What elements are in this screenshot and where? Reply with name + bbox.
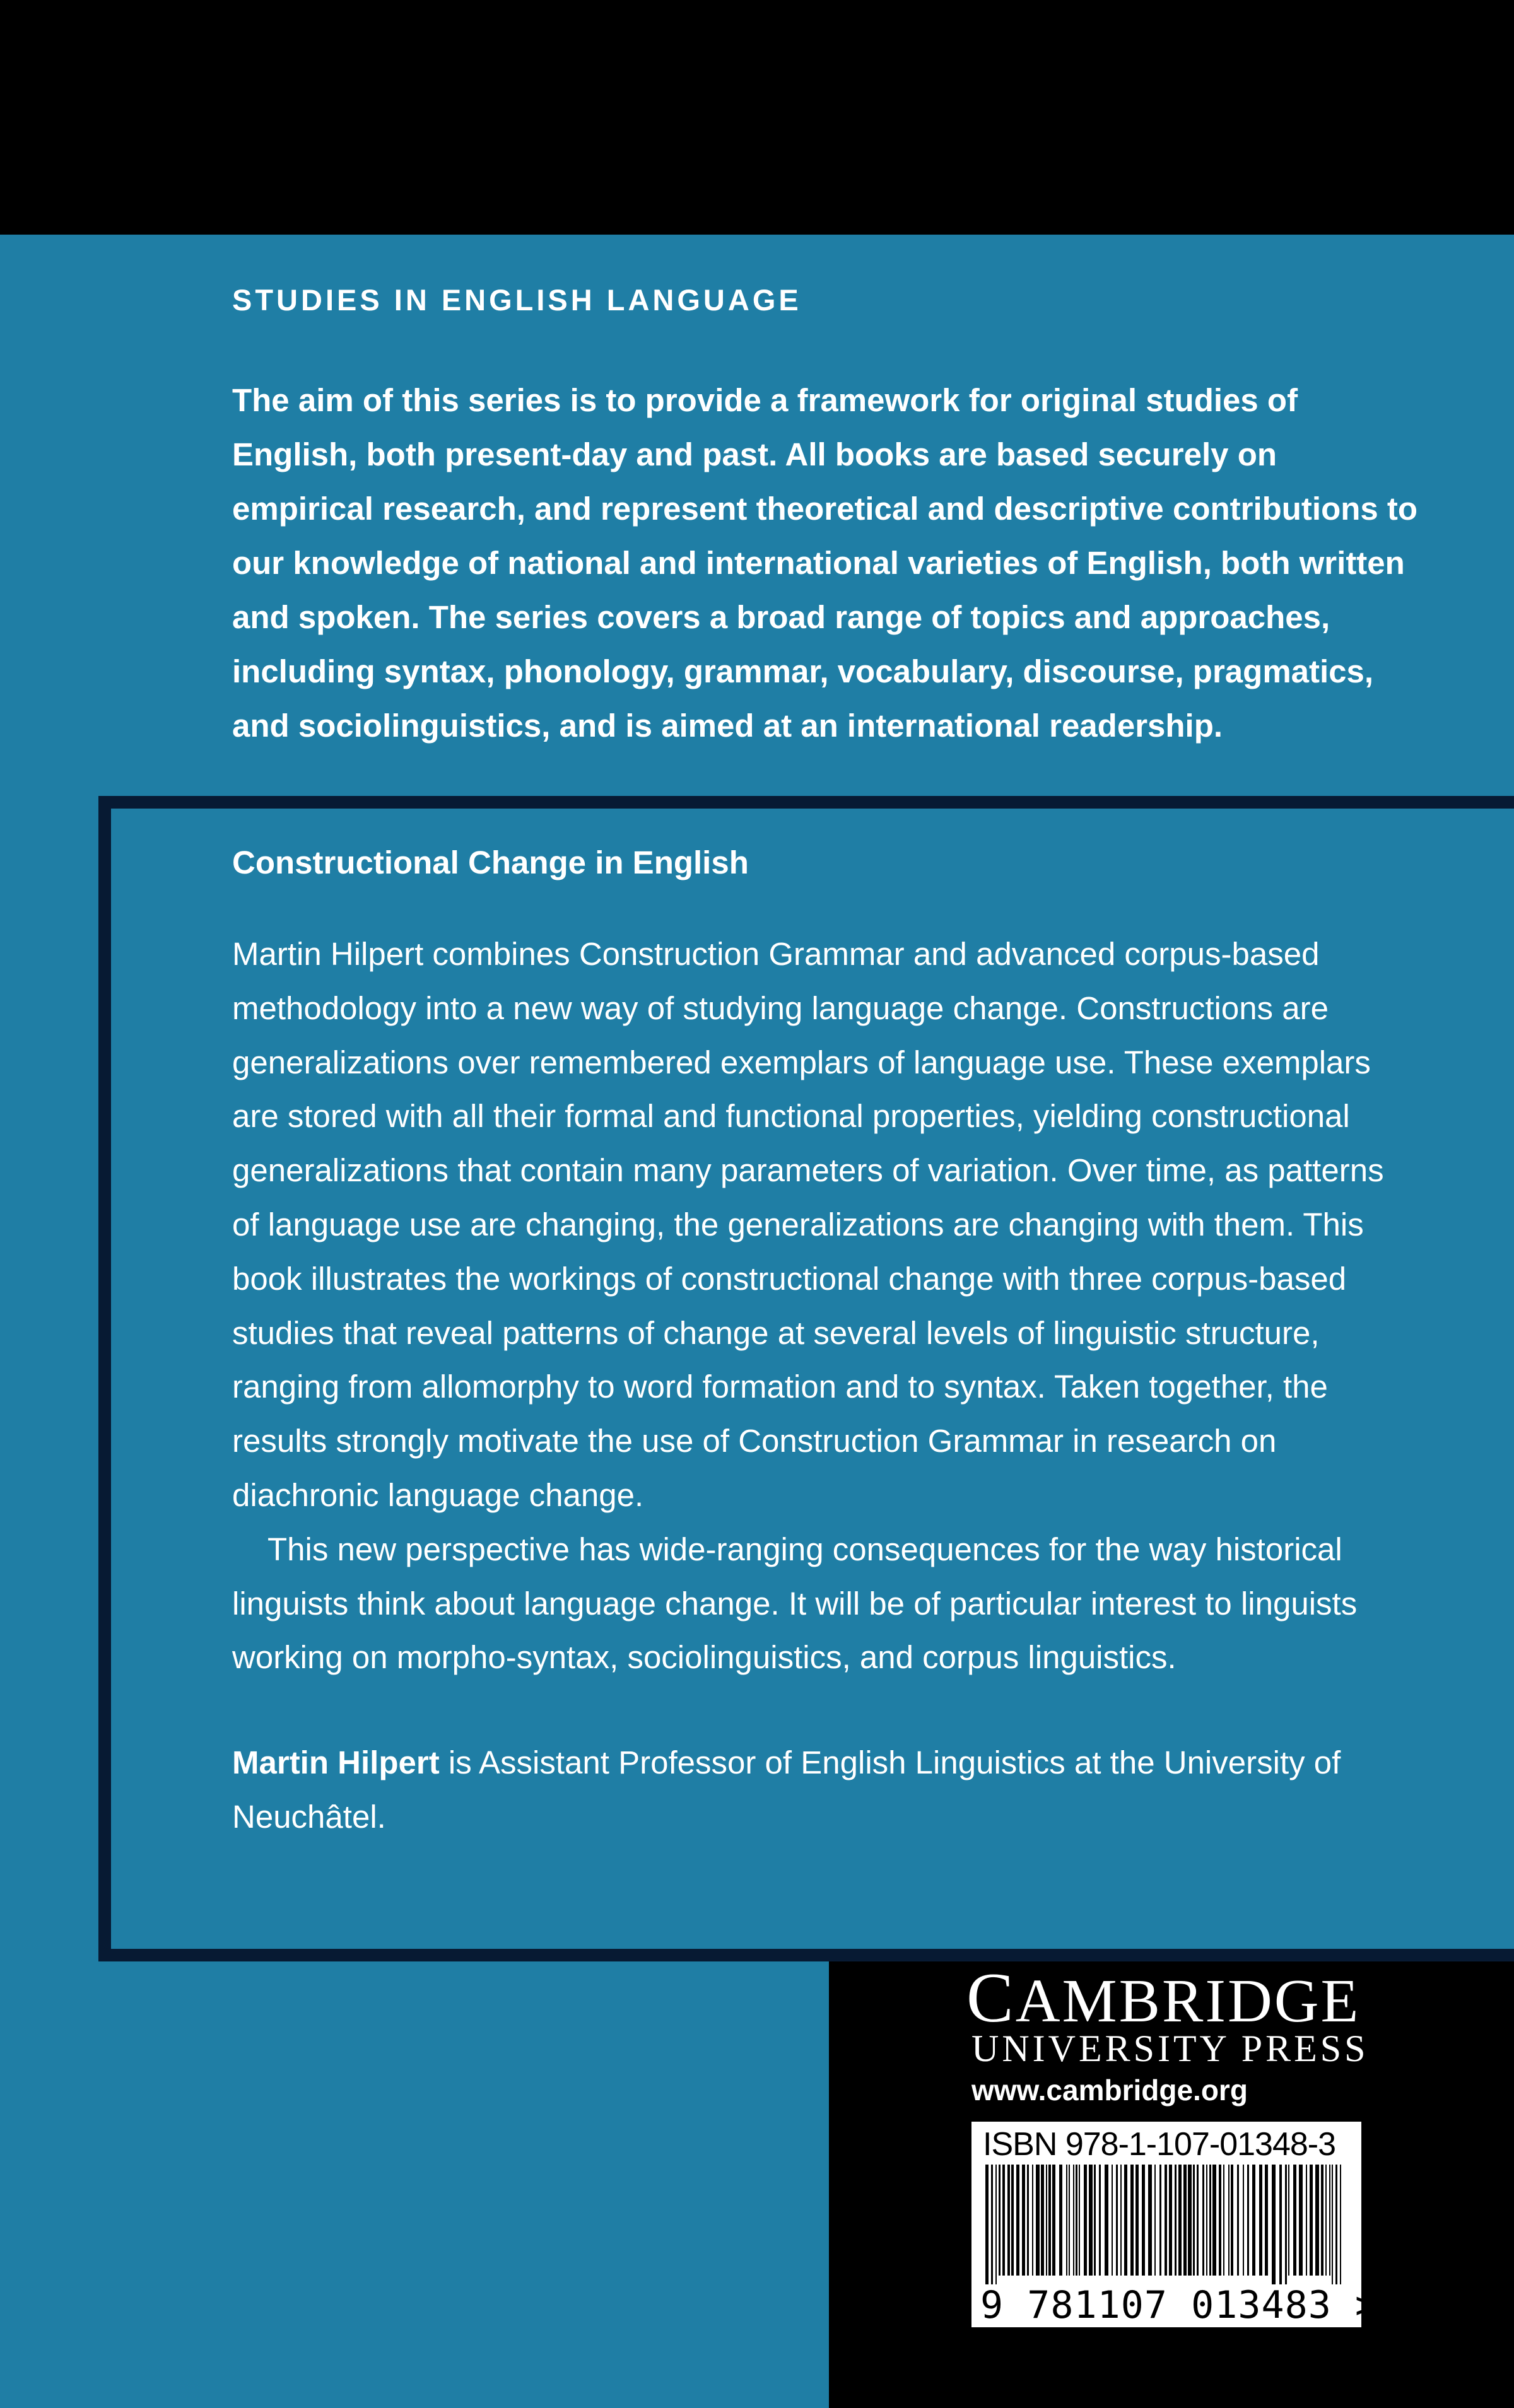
barcode-bar [1329, 2165, 1330, 2276]
barcode-bar [1148, 2165, 1152, 2276]
book-title: Constructional Change in English [232, 845, 749, 880]
author-bio-text: is Assistant Professor of English Linguistics at the University of Neuchâtel. [232, 1745, 1341, 1835]
barcode-bar [1052, 2165, 1055, 2276]
barcode-bar [1231, 2165, 1233, 2276]
barcode-bar [1076, 2165, 1077, 2276]
barcode-bar [1178, 2165, 1182, 2276]
barcode-bar [999, 2165, 1001, 2276]
barcode-bar [1002, 2165, 1005, 2276]
publisher-website[interactable]: www.cambridge.org [971, 2074, 1248, 2107]
barcode-bar [1321, 2165, 1323, 2276]
barcode-bar [1299, 2165, 1303, 2276]
description-paragraph-1: Martin Hilpert combines Construction Grammar and advanced corpus-based methodology into a new way of studying language change. Constructions are generalizations over remembered exemplars of language use. These exemplars are stored with all their formal and functional properties, yielding constructional generalizations that contain many parameters of variation. Over time, as patterns of language use are changing, the generalizations are changing with them. This book illustrates the workings of constructional change with three corpus-based studies that reveal patterns of change at several levels of linguistic structure, ranging from allomorphy to word formation and to syntax. Taken together, the results strongly motivate the use of Construction Grammar in research on diachronic language change. [232, 936, 1384, 1513]
barcode-bar [1209, 2165, 1211, 2276]
barcode-bar [991, 2165, 993, 2284]
author-bio [232, 1736, 1418, 1844]
barcode-bar [995, 2165, 997, 2284]
barcode-bar [1159, 2165, 1161, 2276]
publisher-logo-subtitle: UNIVERSITY PRESS [971, 2028, 1369, 2069]
barcode-bar [1340, 2165, 1341, 2284]
barcode-bar [1084, 2165, 1087, 2276]
barcode-bar [1116, 2165, 1118, 2276]
barcode-bar [1237, 2165, 1239, 2276]
barcode-bar [1197, 2165, 1199, 2276]
barcode-bar [1073, 2165, 1074, 2276]
barcode-bar [1120, 2165, 1122, 2276]
barcode-bar [985, 2165, 989, 2284]
barcode-bar [1279, 2165, 1282, 2284]
barcode-bar [1016, 2165, 1019, 2276]
barcode-bar [1315, 2165, 1319, 2276]
barcode-bar [1259, 2165, 1262, 2276]
author-name: Martin Hilpert [232, 1745, 440, 1780]
barcode-bar [1022, 2165, 1025, 2276]
barcode-bar [1079, 2165, 1080, 2276]
isbn-label: ISBN 978-1-107-01348-3 [983, 2126, 1336, 2163]
barcode-bar [1265, 2165, 1268, 2276]
barcode-bar [1059, 2165, 1062, 2276]
barcode-bar [1206, 2165, 1207, 2276]
barcode-bar [1223, 2165, 1224, 2276]
publisher-logo-name: CAMBRIDGE [966, 1959, 1361, 2037]
barcode-bar [1027, 2165, 1029, 2276]
barcode-bar [1252, 2165, 1255, 2276]
barcode-bar [1335, 2165, 1337, 2284]
barcode-bar [1325, 2165, 1327, 2276]
barcode [971, 2122, 1379, 2327]
top-black-band [0, 0, 1514, 235]
barcode-bar [1288, 2165, 1289, 2276]
barcode-bar [1094, 2165, 1096, 2276]
barcode-bar [1130, 2165, 1134, 2276]
barcode-bar [1124, 2165, 1127, 2276]
barcode-bar [1193, 2165, 1195, 2276]
barcode-bar [1212, 2165, 1216, 2276]
barcode-bar [1089, 2165, 1093, 2276]
barcode-bar [1188, 2165, 1192, 2276]
barcode-bar [1112, 2165, 1113, 2276]
barcode-bar [1293, 2165, 1296, 2276]
barcode-bars [983, 2165, 1350, 2284]
barcode-bar [1099, 2165, 1101, 2276]
barcode-bar [1069, 2165, 1070, 2276]
barcode-bar [1306, 2165, 1307, 2276]
series-title: STUDIES IN ENGLISH LANGUAGE [232, 283, 802, 317]
barcode-bar [1032, 2165, 1033, 2276]
barcode-bar [1228, 2165, 1229, 2276]
barcode-bar [1272, 2165, 1276, 2284]
description-paragraph-2: This new perspective has wide-ranging consequences for the way historical linguists think about language change. It will be of particular interest to linguists working on morpho-syntax, sociolinguistics, and corpus linguistics. [232, 1531, 1358, 1676]
barcode-digits: 9 781107 013483 > [980, 2283, 1379, 2327]
barcode-bar [1011, 2165, 1014, 2276]
barcode-bar [1066, 2165, 1067, 2276]
barcode-bar [1243, 2165, 1244, 2276]
barcode-bar [1219, 2165, 1221, 2276]
barcode-bar [1046, 2165, 1047, 2276]
barcode-bar [1183, 2165, 1187, 2276]
barcode-bar [1169, 2165, 1172, 2276]
barcode-bar [1165, 2165, 1167, 2276]
book-description [232, 927, 1418, 1685]
barcode-bar [1041, 2165, 1044, 2276]
barcode-bar [1202, 2165, 1204, 2276]
barcode-bar [1175, 2165, 1177, 2276]
barcode-bar [1048, 2165, 1051, 2276]
barcode-bar [1105, 2165, 1108, 2276]
barcode-bar [1310, 2165, 1313, 2276]
barcode-bar [1036, 2165, 1040, 2276]
barcode-bar [1285, 2165, 1287, 2284]
barcode-bar [1007, 2165, 1010, 2276]
barcode-bar [1136, 2165, 1139, 2276]
series-description: The aim of this series is to provide a framework for original studies of English, both present-day and past. All books are based securely on empirical research, and represent theoretical and descriptive contributions to our knowledge of national and international varieties of English, both written and spoken. The series covers a broad range of topics and approaches, including syntax, phonology, grammar, vocabulary, discourse, pragmatics, and sociolinguistics, and is aimed at an international readership. [232, 382, 1418, 744]
barcode-bar [1142, 2165, 1145, 2276]
barcode-bar [1154, 2165, 1156, 2276]
barcode-bar [1247, 2165, 1249, 2276]
barcode-bar [1332, 2165, 1333, 2284]
